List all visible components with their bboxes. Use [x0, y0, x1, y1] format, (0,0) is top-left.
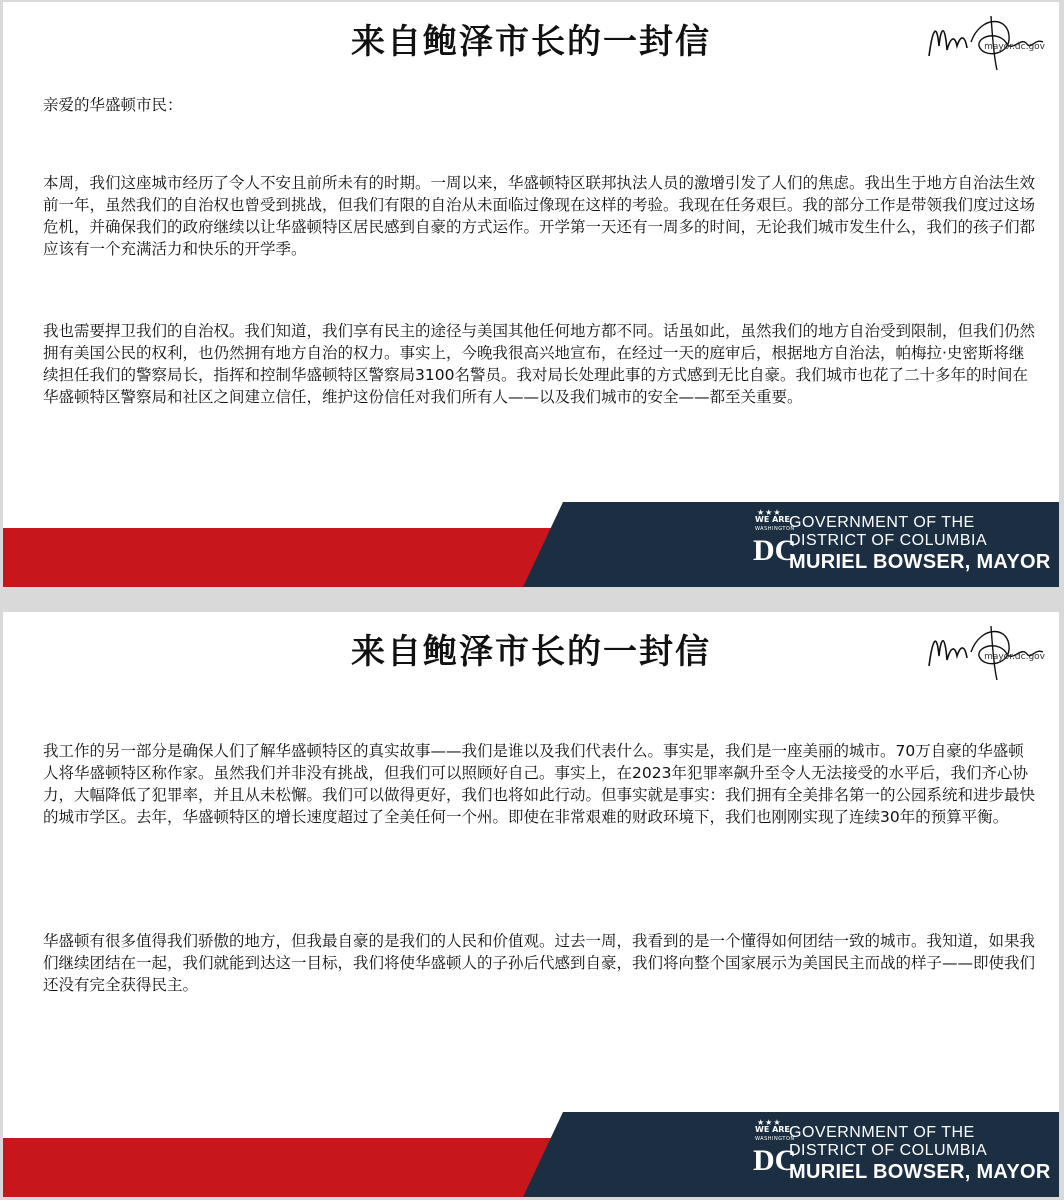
we-are-text: WE ARE: [755, 515, 790, 524]
mayor-website: mayor.dc.gov: [984, 652, 1045, 662]
footer-banner: [3, 502, 1059, 587]
salutation: 亲爱的华盛顿市民：: [43, 96, 183, 114]
mayor-signature: [921, 616, 1051, 686]
mayor-website: mayor.dc.gov: [984, 42, 1045, 52]
gov-line-1: GOVERNMENT OF THE: [789, 514, 975, 531]
gov-line-1: GOVERNMENT OF THE: [789, 1124, 975, 1141]
gov-line-3: MURIEL BOWSER, MAYOR: [789, 551, 1051, 573]
flag-stars-icon: ★★★: [757, 508, 782, 517]
mayor-signature: [921, 6, 1051, 76]
gov-line-3: MURIEL BOWSER, MAYOR: [789, 1161, 1051, 1183]
gov-line-2: DISTRICT OF COLUMBIA: [789, 532, 988, 549]
page-title: 来自鲍泽市长的一封信: [351, 632, 711, 672]
letter-paragraph: 我也需要捍卫我们的自治权。我们知道，我们享有民主的途径与美国其他任何地方都不同。话虽如此，虽然我们的地方自治受到限制，但我们仍然拥有美国公民的权利，也仍然拥有地方自治的权力。事实上，今晚我很高兴地宣布，在经过一天的庭审后，根据地方自治法，帕梅拉·史密斯将继续担任我们的警察局长，指挥和控制华盛顿特区警察局3100名警员。我对局长处理此事的方式感到无比自豪。我们城市也花了二十多年的时间在华盛顿特区警察局和社区之间建立信任，维护这份信任对我们所有人——以及我们城市的安全——都至关重要。: [43, 322, 1036, 406]
flag-stars-icon: ★★★: [757, 1118, 782, 1127]
dc-letters: DC: [753, 534, 797, 567]
washington-text: WASHINGTON: [755, 1136, 795, 1142]
letter-page-1: [3, 2, 1059, 587]
gov-line-2: DISTRICT OF COLUMBIA: [789, 1142, 988, 1159]
dc-letters: DC: [753, 1144, 797, 1177]
footer-banner: [3, 1112, 1059, 1197]
letter-page-2: [3, 612, 1059, 1197]
we-are-text: WE ARE: [755, 1125, 790, 1134]
page-title: 来自鲍泽市长的一封信: [351, 22, 711, 62]
letter-paragraph: 我工作的另一部分是确保人们了解华盛顿特区的真实故事——我们是谁以及我们代表什么。事实是，我们是一座美丽的城市。70万自豪的华盛顿人将华盛顿特区称作家。虽然我们并非没有挑战，但我们可以照顾好自己。事实上，在2023年犯罪率飙升至令人无法接受的水平后，我们齐心协力，大幅降低了犯罪率，并且从未松懈。我们可以做得更好，我们也将如此行动。但事实就是事实：我们拥有全美排名第一的公园系统和进步最快的城市学区。去年，华盛顿特区的增长速度超过了全美任何一个州。即使在非常艰难的财政环境下，我们也刚刚实现了连续30年的预算平衡。: [43, 742, 1036, 826]
letter-paragraph: 本周，我们这座城市经历了令人不安且前所未有的时期。一周以来，华盛顿特区联邦执法人员的激增引发了人们的焦虑。我出生于地方自治法生效前一年，虽然我们的自治权也曾受到挑战，但我们有限的自治从未面临过像现在这样的考验。我现在任务艰巨。我的部分工作是带领我们度过这场危机，并确保我们的政府继续以让华盛顿特区居民感到自豪的方式运作。开学第一天还有一周多的时间，无论我们城市发生什么，我们的孩子们都应该有一个充满活力和快乐的开学季。: [43, 174, 1036, 258]
washington-text: WASHINGTON: [755, 526, 795, 532]
letter-paragraph: 华盛顿有很多值得我们骄傲的地方，但我最自豪的是我们的人民和价值观。过去一周，我看到的是一个懂得如何团结一致的城市。我知道，如果我们继续团结在一起，我们就能到达这一目标，我们将使华盛顿人的子孙后代感到自豪，我们将向整个国家展示为美国民主而战的样子——即使我们还没有完全获得民主。: [43, 932, 1036, 994]
